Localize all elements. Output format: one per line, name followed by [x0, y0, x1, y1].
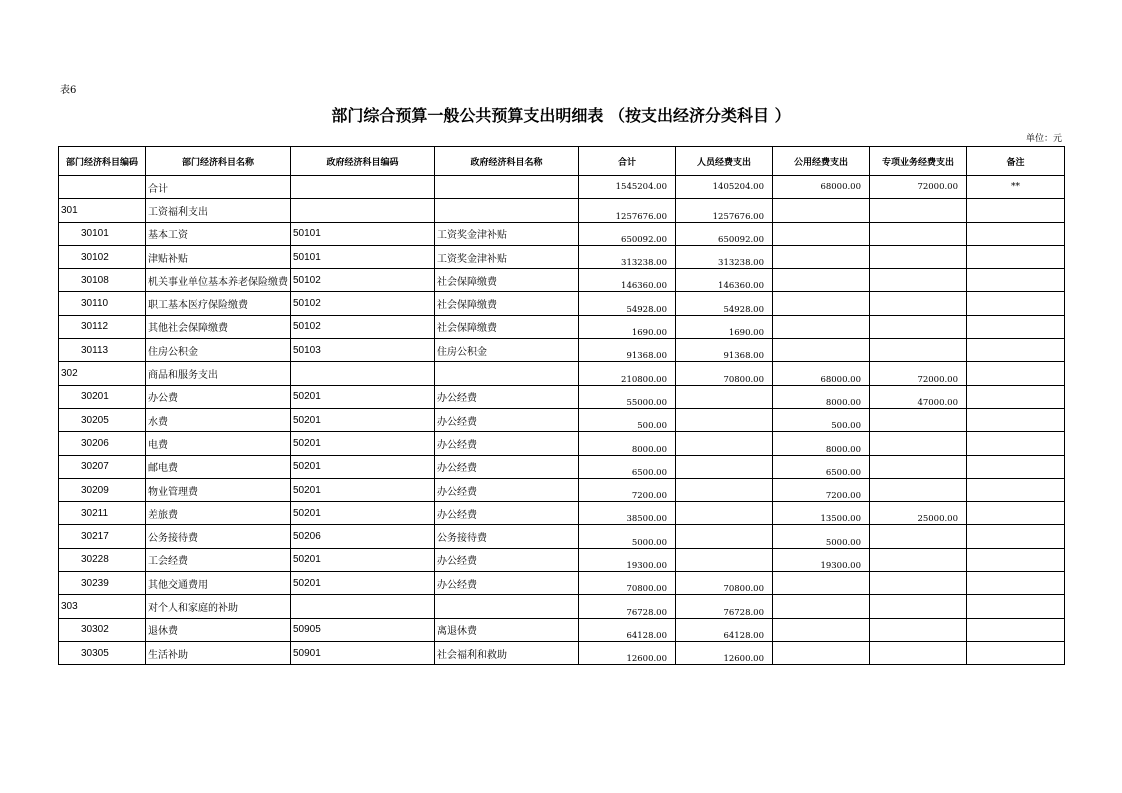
public-cell — [773, 315, 870, 338]
gov-name-cell: 社会福利和救助 — [435, 641, 579, 664]
total-personnel-cell: 1405204.00 — [676, 176, 773, 199]
table-row — [59, 269, 1065, 292]
gov-code-cell: 50201 — [291, 408, 435, 431]
table-row — [59, 362, 1065, 385]
note-cell — [967, 269, 1065, 292]
public-cell: 68000.00 — [773, 362, 870, 385]
special-cell — [870, 595, 967, 618]
total-total-cell: 1545204.00 — [579, 176, 676, 199]
gov-name-cell: 办公经费 — [435, 455, 579, 478]
personnel-cell — [676, 525, 773, 548]
code-cell: 30211 — [59, 502, 146, 525]
table-number-label: 表6 — [60, 85, 77, 96]
total-code-cell — [59, 176, 146, 199]
name-cell: 生活补助 — [146, 641, 291, 664]
personnel-cell: 70800.00 — [676, 362, 773, 385]
name-cell: 对个人和家庭的补助 — [146, 595, 291, 618]
special-cell — [870, 478, 967, 501]
gov-code-cell: 50905 — [291, 618, 435, 641]
header-dept-code: 部门经济科目编码 — [59, 147, 146, 176]
personnel-cell — [676, 385, 773, 408]
note-cell — [967, 385, 1065, 408]
note-cell — [967, 315, 1065, 338]
gov-code-cell — [291, 199, 435, 222]
header-gov-name: 政府经济科目名称 — [435, 147, 579, 176]
name-cell: 公务接待费 — [146, 525, 291, 548]
gov-code-cell: 50201 — [291, 502, 435, 525]
note-cell — [967, 408, 1065, 431]
table-row — [59, 641, 1065, 664]
special-cell — [870, 339, 967, 362]
table-row — [59, 385, 1065, 408]
code-cell: 30205 — [59, 408, 146, 431]
table-row — [59, 432, 1065, 455]
public-cell: 6500.00 — [773, 455, 870, 478]
gov-code-cell: 50102 — [291, 292, 435, 315]
table-row — [59, 292, 1065, 315]
name-cell: 职工基本医疗保险缴费 — [146, 292, 291, 315]
code-cell: 30209 — [59, 478, 146, 501]
gov-code-cell: 50201 — [291, 548, 435, 571]
table-row — [59, 525, 1065, 548]
gov-name-cell — [435, 595, 579, 618]
personnel-cell: 146360.00 — [676, 269, 773, 292]
personnel-cell: 650092.00 — [676, 222, 773, 245]
note-cell — [967, 595, 1065, 618]
public-cell — [773, 245, 870, 268]
special-cell — [870, 408, 967, 431]
total-cell: 38500.00 — [579, 502, 676, 525]
personnel-cell: 12600.00 — [676, 641, 773, 664]
code-cell: 30305 — [59, 641, 146, 664]
total-public-cell: 68000.00 — [773, 176, 870, 199]
total-name-cell: 合计 — [146, 176, 291, 199]
public-cell — [773, 641, 870, 664]
public-cell: 500.00 — [773, 408, 870, 431]
code-cell: 30207 — [59, 455, 146, 478]
personnel-cell: 54928.00 — [676, 292, 773, 315]
code-cell: 30112 — [59, 315, 146, 338]
header-note: 备注 — [967, 147, 1065, 176]
name-cell: 机关事业单位基本养老保险缴费 — [146, 269, 291, 292]
gov-code-cell: 50102 — [291, 315, 435, 338]
total-cell: 1257676.00 — [579, 199, 676, 222]
code-cell: 30113 — [59, 339, 146, 362]
personnel-cell: 313238.00 — [676, 245, 773, 268]
public-cell — [773, 199, 870, 222]
name-cell: 工会经费 — [146, 548, 291, 571]
gov-name-cell: 社会保障缴费 — [435, 269, 579, 292]
special-cell — [870, 199, 967, 222]
gov-code-cell — [291, 595, 435, 618]
table-row — [59, 222, 1065, 245]
header-row — [59, 147, 1065, 176]
code-cell: 30206 — [59, 432, 146, 455]
gov-code-cell: 50901 — [291, 641, 435, 664]
special-cell — [870, 641, 967, 664]
code-cell: 30217 — [59, 525, 146, 548]
gov-name-cell: 办公经费 — [435, 478, 579, 501]
gov-name-cell: 工资奖金津补贴 — [435, 222, 579, 245]
unit-label: 单位：元 — [1025, 134, 1062, 144]
name-cell: 津贴补贴 — [146, 245, 291, 268]
gov-name-cell: 工资奖金津补贴 — [435, 245, 579, 268]
note-cell — [967, 339, 1065, 362]
note-cell — [967, 572, 1065, 595]
header-personnel: 人员经费支出 — [676, 147, 773, 176]
note-cell — [967, 548, 1065, 571]
budget-detail-table — [58, 146, 1065, 665]
gov-code-cell: 50201 — [291, 455, 435, 478]
gov-name-cell: 办公经费 — [435, 548, 579, 571]
note-cell — [967, 199, 1065, 222]
total-row — [59, 176, 1065, 199]
table-row — [59, 618, 1065, 641]
header-total: 合计 — [579, 147, 676, 176]
code-cell: 30228 — [59, 548, 146, 571]
personnel-cell: 1257676.00 — [676, 199, 773, 222]
name-cell: 邮电费 — [146, 455, 291, 478]
gov-code-cell: 50206 — [291, 525, 435, 548]
total-special-cell: 72000.00 — [870, 176, 967, 199]
name-cell: 物业管理费 — [146, 478, 291, 501]
public-cell: 13500.00 — [773, 502, 870, 525]
total-gcode-cell — [291, 176, 435, 199]
public-cell: 8000.00 — [773, 385, 870, 408]
table-row — [59, 572, 1065, 595]
public-cell — [773, 292, 870, 315]
table-row — [59, 478, 1065, 501]
public-cell: 5000.00 — [773, 525, 870, 548]
public-cell — [773, 572, 870, 595]
special-cell — [870, 269, 967, 292]
gov-code-cell: 50201 — [291, 432, 435, 455]
public-cell — [773, 269, 870, 292]
personnel-cell: 1690.00 — [676, 315, 773, 338]
gov-name-cell: 办公经费 — [435, 572, 579, 595]
header-gov-code: 政府经济科目编码 — [291, 147, 435, 176]
total-gname-cell — [435, 176, 579, 199]
total-cell: 12600.00 — [579, 641, 676, 664]
personnel-cell — [676, 408, 773, 431]
total-cell: 313238.00 — [579, 245, 676, 268]
note-cell — [967, 478, 1065, 501]
code-cell: 301 — [59, 199, 146, 222]
total-cell: 64128.00 — [579, 618, 676, 641]
note-cell — [967, 432, 1065, 455]
gov-name-cell: 办公经费 — [435, 408, 579, 431]
special-cell — [870, 315, 967, 338]
gov-name-cell: 办公经费 — [435, 385, 579, 408]
gov-code-cell: 50201 — [291, 572, 435, 595]
note-cell — [967, 362, 1065, 385]
total-note-cell: ** — [967, 176, 1065, 199]
name-cell: 基本工资 — [146, 222, 291, 245]
gov-name-cell: 社会保障缴费 — [435, 292, 579, 315]
table-row — [59, 455, 1065, 478]
note-cell — [967, 525, 1065, 548]
gov-code-cell: 50201 — [291, 478, 435, 501]
note-cell — [967, 245, 1065, 268]
special-cell: 25000.00 — [870, 502, 967, 525]
name-cell: 工资福利支出 — [146, 199, 291, 222]
total-cell: 76728.00 — [579, 595, 676, 618]
public-cell — [773, 339, 870, 362]
name-cell: 办公费 — [146, 385, 291, 408]
code-cell: 30302 — [59, 618, 146, 641]
name-cell: 其他社会保障缴费 — [146, 315, 291, 338]
gov-code-cell: 50103 — [291, 339, 435, 362]
total-cell: 500.00 — [579, 408, 676, 431]
code-cell: 30201 — [59, 385, 146, 408]
gov-name-cell: 社会保障缴费 — [435, 315, 579, 338]
gov-code-cell: 50101 — [291, 222, 435, 245]
gov-code-cell: 50102 — [291, 269, 435, 292]
note-cell — [967, 502, 1065, 525]
special-cell — [870, 455, 967, 478]
gov-code-cell: 50201 — [291, 385, 435, 408]
document-title: 部门综合预算一般公共预算支出明细表 （按支出经济分类科目 ） — [331, 106, 791, 125]
special-cell: 72000.00 — [870, 362, 967, 385]
total-cell: 146360.00 — [579, 269, 676, 292]
note-cell — [967, 641, 1065, 664]
name-cell: 差旅费 — [146, 502, 291, 525]
gov-code-cell: 50101 — [291, 245, 435, 268]
table-row — [59, 408, 1065, 431]
total-cell: 91368.00 — [579, 339, 676, 362]
note-cell — [967, 292, 1065, 315]
total-cell: 1690.00 — [579, 315, 676, 338]
code-cell: 30102 — [59, 245, 146, 268]
special-cell — [870, 292, 967, 315]
code-cell: 302 — [59, 362, 146, 385]
header-special: 专项业务经费支出 — [870, 147, 967, 176]
name-cell: 商品和服务支出 — [146, 362, 291, 385]
total-cell: 70800.00 — [579, 572, 676, 595]
special-cell — [870, 432, 967, 455]
table-row — [59, 339, 1065, 362]
name-cell: 电费 — [146, 432, 291, 455]
gov-name-cell: 办公经费 — [435, 432, 579, 455]
total-cell: 210800.00 — [579, 362, 676, 385]
public-cell: 8000.00 — [773, 432, 870, 455]
gov-name-cell: 住房公积金 — [435, 339, 579, 362]
gov-name-cell — [435, 362, 579, 385]
gov-name-cell: 离退休费 — [435, 618, 579, 641]
gov-name-cell: 办公经费 — [435, 502, 579, 525]
total-cell: 5000.00 — [579, 525, 676, 548]
name-cell: 水费 — [146, 408, 291, 431]
total-cell: 650092.00 — [579, 222, 676, 245]
note-cell — [967, 455, 1065, 478]
special-cell: 47000.00 — [870, 385, 967, 408]
note-cell — [967, 618, 1065, 641]
gov-name-cell — [435, 199, 579, 222]
special-cell — [870, 618, 967, 641]
total-cell: 8000.00 — [579, 432, 676, 455]
public-cell — [773, 595, 870, 618]
name-cell: 退休费 — [146, 618, 291, 641]
note-cell — [967, 222, 1065, 245]
table-row — [59, 199, 1065, 222]
total-cell: 6500.00 — [579, 455, 676, 478]
total-cell: 19300.00 — [579, 548, 676, 571]
code-cell: 30239 — [59, 572, 146, 595]
public-cell: 7200.00 — [773, 478, 870, 501]
personnel-cell: 70800.00 — [676, 572, 773, 595]
code-cell: 30110 — [59, 292, 146, 315]
personnel-cell: 91368.00 — [676, 339, 773, 362]
personnel-cell: 64128.00 — [676, 618, 773, 641]
name-cell: 其他交通费用 — [146, 572, 291, 595]
code-cell: 303 — [59, 595, 146, 618]
code-cell: 30101 — [59, 222, 146, 245]
table-row — [59, 595, 1065, 618]
header-dept-name: 部门经济科目名称 — [146, 147, 291, 176]
code-cell: 30108 — [59, 269, 146, 292]
gov-code-cell — [291, 362, 435, 385]
name-cell: 住房公积金 — [146, 339, 291, 362]
personnel-cell — [676, 548, 773, 571]
gov-name-cell: 公务接待费 — [435, 525, 579, 548]
personnel-cell — [676, 478, 773, 501]
special-cell — [870, 525, 967, 548]
personnel-cell — [676, 502, 773, 525]
public-cell: 19300.00 — [773, 548, 870, 571]
table-row — [59, 315, 1065, 338]
table-row — [59, 502, 1065, 525]
personnel-cell — [676, 455, 773, 478]
special-cell — [870, 245, 967, 268]
personnel-cell: 76728.00 — [676, 595, 773, 618]
total-cell: 7200.00 — [579, 478, 676, 501]
table-row — [59, 548, 1065, 571]
header-public: 公用经费支出 — [773, 147, 870, 176]
table-row — [59, 245, 1065, 268]
public-cell — [773, 222, 870, 245]
special-cell — [870, 222, 967, 245]
total-cell: 54928.00 — [579, 292, 676, 315]
public-cell — [773, 618, 870, 641]
personnel-cell — [676, 432, 773, 455]
special-cell — [870, 572, 967, 595]
special-cell — [870, 548, 967, 571]
total-cell: 55000.00 — [579, 385, 676, 408]
